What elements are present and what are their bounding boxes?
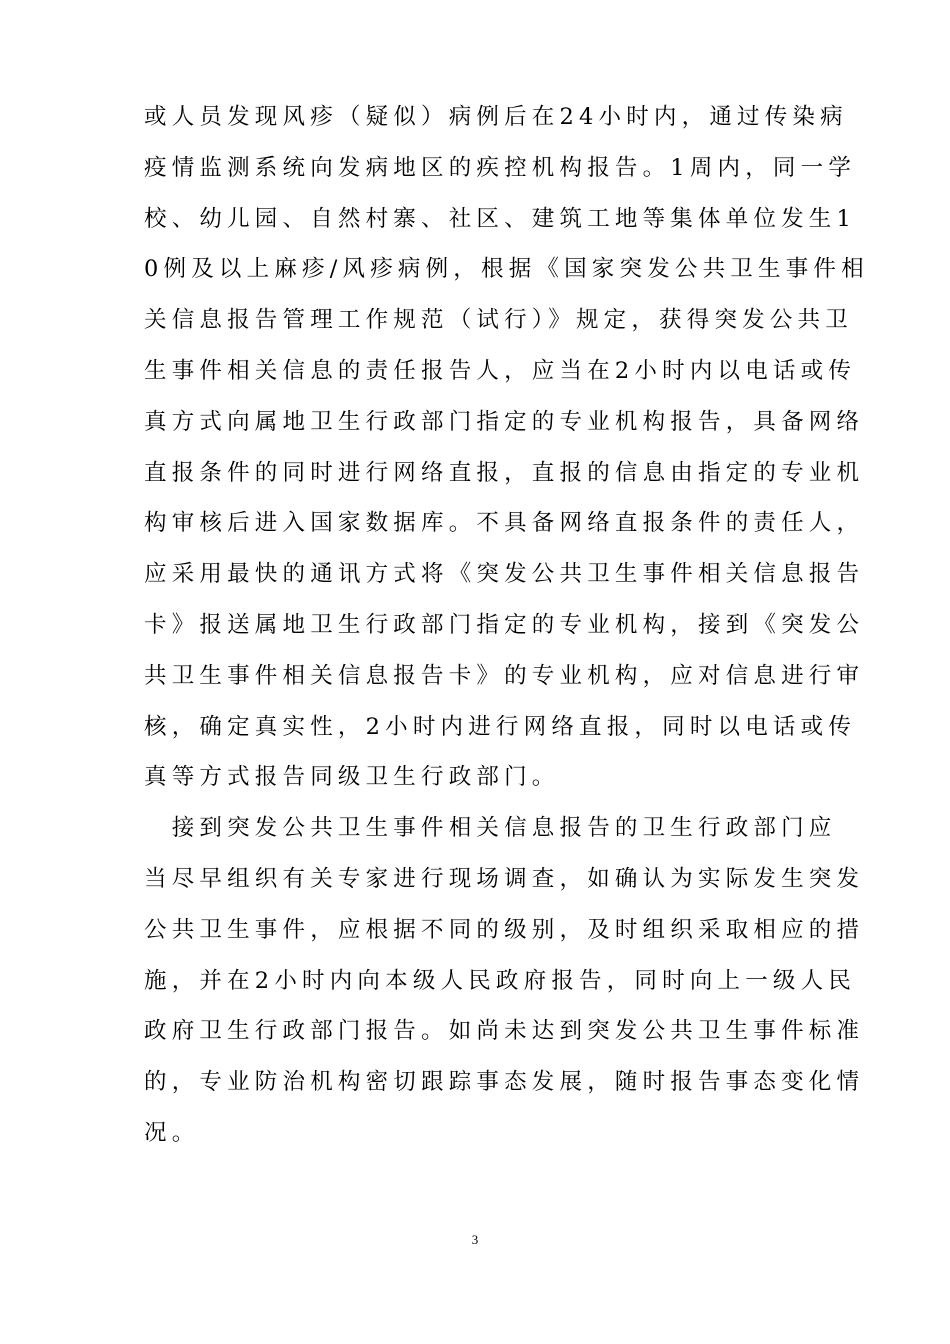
text-line: 真方式向属地卫生行政部门指定的专业机构报告，具备网络 — [144, 408, 865, 435]
text-line: 直报条件的同时进行网络直报，直报的信息由指定的专业机 — [144, 459, 865, 486]
text-line: 接到突发公共卫生事件相关信息报告的卫生行政部门应 — [144, 815, 837, 842]
text-line: 校、幼儿园、自然村寨、社区、建筑工地等集体单位发生1 — [144, 205, 857, 232]
text-line: 构审核后进入国家数据库。不具备网络直报条件的责任人， — [144, 510, 865, 537]
text-line: 政府卫生行政部门报告。如尚未达到突发公共卫生事件标准 — [144, 1018, 865, 1045]
text-line: 施，并在2小时内向本级人民政府报告，同时向上一级人民 — [144, 967, 857, 994]
text-line: 当尽早组织有关专家进行现场调查，如确认为实际发生突发 — [144, 865, 865, 892]
page-number: 3 — [471, 1232, 479, 1247]
text-line: 或人员发现风疹（疑似）病例后在24小时内，通过传染病 — [144, 104, 848, 130]
text-line: 0例及以上麻疹/风疹病例，根据《国家突发公共卫生事件相 — [144, 256, 869, 283]
text-line: 生事件相关信息的责任报告人，应当在2小时内以电话或传 — [144, 357, 857, 384]
text-line: 况。 — [144, 1119, 200, 1146]
text-line: 真等方式报告同级卫生行政部门。 — [144, 764, 560, 791]
text-line: 应采用最快的通讯方式将《突发公共卫生事件相关信息报告 — [144, 561, 865, 588]
text-line: 疫情监测系统向发病地区的疾控机构报告。1周内，同一学 — [144, 154, 857, 181]
text-line: 共卫生事件相关信息报告卡》的专业机构，应对信息进行审 — [144, 662, 865, 689]
text-line: 关信息报告管理工作规范（试行）》规定，获得突发公共卫 — [144, 307, 853, 334]
document-body — [144, 92, 869, 1159]
text-line: 的，专业防治机构密切跟踪事态发展，随时报告事态变化情 — [144, 1069, 865, 1096]
text-line: 核，确定真实性，2小时内进行网络直报，同时以电话或传 — [144, 713, 857, 740]
text-line: 公共卫生事件，应根据不同的级别，及时组织采取相应的措 — [144, 916, 865, 943]
text-line: 卡》报送属地卫生行政部门指定的专业机构，接到《突发公 — [144, 611, 865, 638]
